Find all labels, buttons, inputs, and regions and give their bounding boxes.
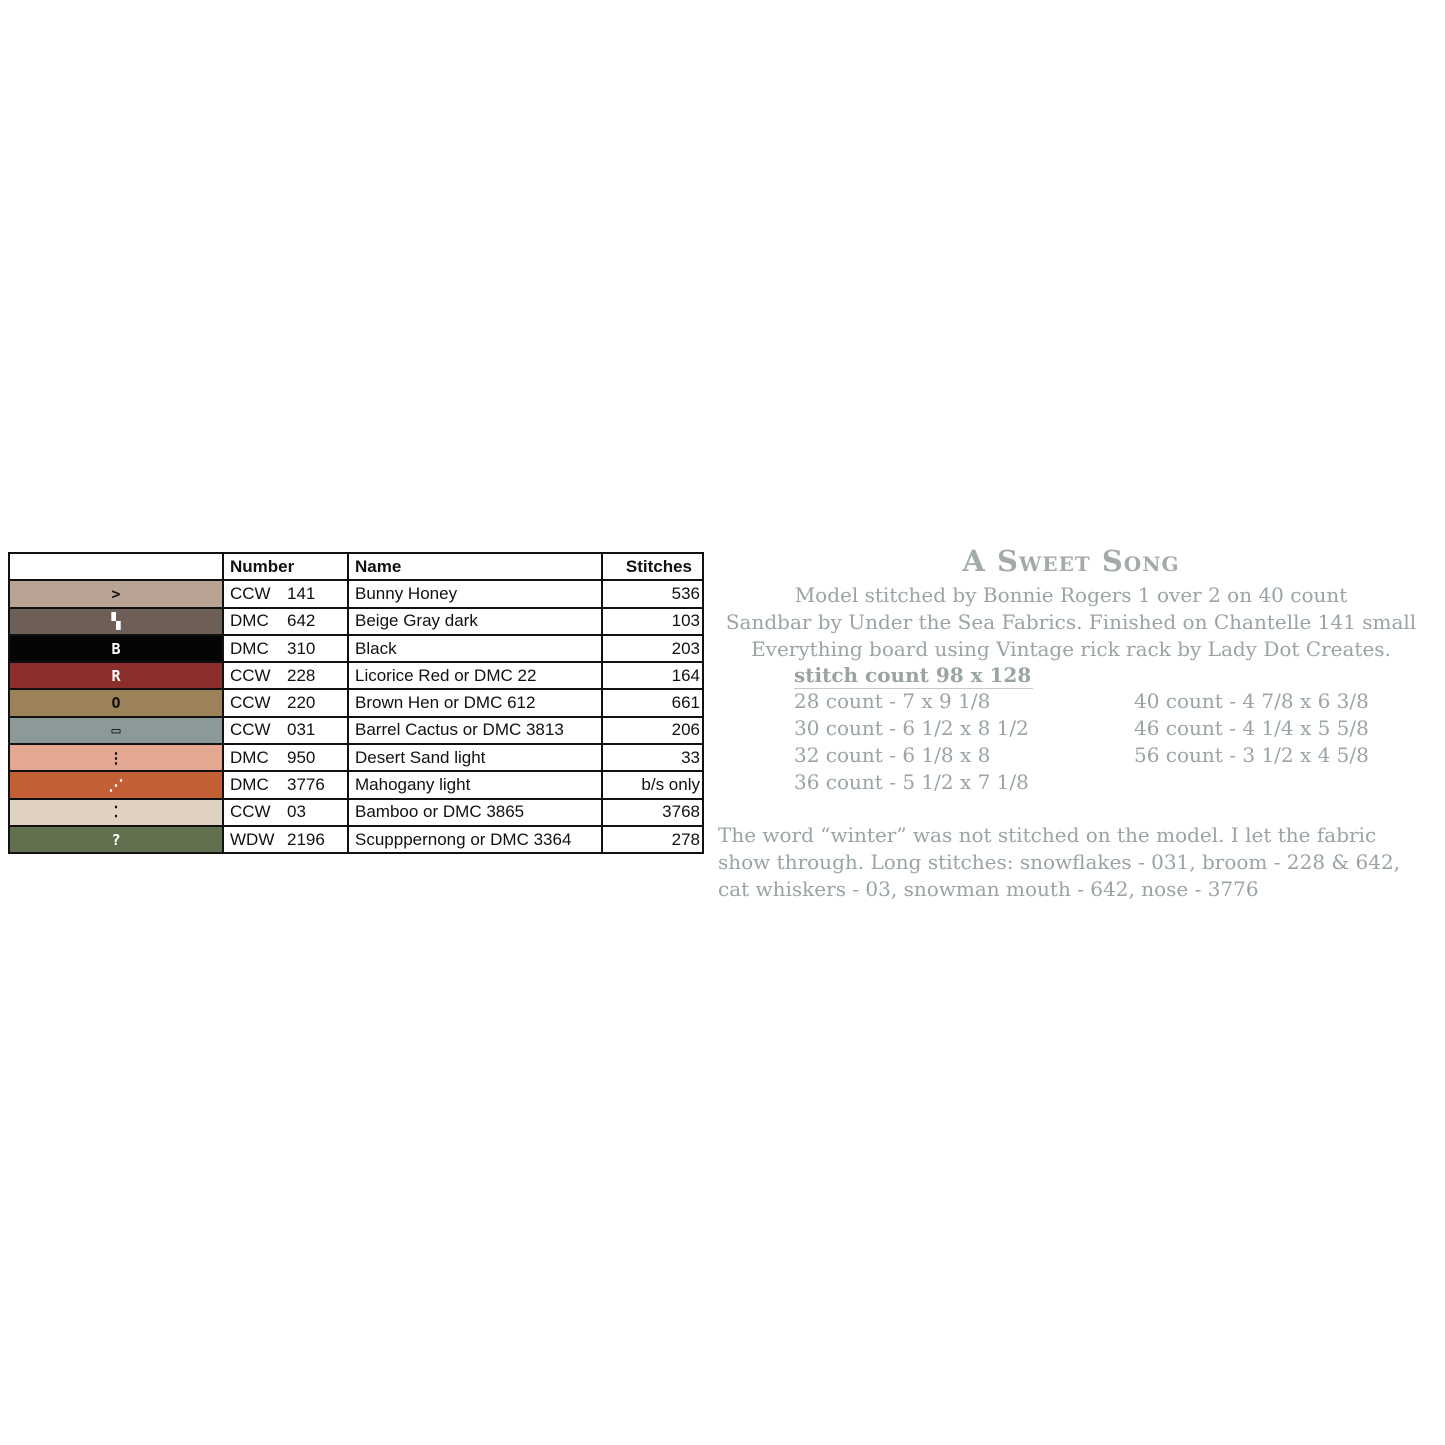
thread-key-table (8, 552, 704, 854)
chart-symbol: B (111, 639, 121, 658)
thread-code: 031 (287, 720, 316, 740)
thread-name: Brown Hen or DMC 612 (348, 689, 602, 716)
table-row (9, 608, 703, 635)
stitch-total: b/s only (602, 771, 703, 798)
table-row (9, 826, 703, 853)
thread-name: Bamboo or DMC 3865 (348, 799, 602, 826)
header-stitches: Stitches (602, 553, 703, 580)
pattern-title: A Sweet Song (962, 544, 1180, 578)
thread-brand: DMC (230, 611, 269, 631)
model-line-1: Model stitched by Bonnie Rogers 1 over 2 on 40 count (794, 583, 1348, 607)
color-swatch (9, 662, 223, 689)
table-row (9, 799, 703, 826)
thread-brand: DMC (230, 775, 269, 795)
chart-symbol: R (111, 666, 121, 685)
thread-brand: CCW (230, 693, 271, 713)
fabric-sizes-right (1134, 688, 1369, 769)
table-row (9, 580, 703, 607)
table-row (9, 662, 703, 689)
thread-code: 3776 (287, 775, 325, 795)
model-line-2: Sandbar by Under the Sea Fabrics. Finished on Chantelle 141 small (725, 610, 1417, 634)
table-body (9, 580, 703, 853)
table-row (9, 744, 703, 771)
table-row (9, 717, 703, 744)
thread-brand: CCW (230, 665, 271, 685)
stitch-total: 33 (602, 744, 703, 771)
chart-symbol: O (111, 694, 121, 713)
thread-name: Mahogany light (348, 771, 602, 798)
thread-name: Scupppernong or DMC 3364 (348, 826, 602, 853)
fabric-sizes-left (794, 688, 1029, 796)
thread-name: Black (348, 635, 602, 662)
fabric-size-item: 56 count - 3 1/2 x 4 5/8 (1134, 743, 1369, 767)
color-swatch (9, 580, 223, 607)
stitch-total: 103 (602, 608, 703, 635)
chart-symbol: ⋮ (108, 748, 124, 767)
color-swatch (9, 771, 223, 798)
thread-brand: CCW (230, 583, 271, 603)
pattern-notes (706, 540, 1436, 901)
stitch-total: 661 (602, 689, 703, 716)
stitch-total: 3768 (602, 799, 703, 826)
thread-number (223, 580, 348, 607)
fabric-size-item: 32 count - 6 1/8 x 8 (794, 743, 991, 767)
thread-name: Barrel Cactus or DMC 3813 (348, 717, 602, 744)
model-line-3: Everything board using Vintage rick rack by Lady Dot Creates. (751, 637, 1391, 661)
chart-symbol: ? (111, 830, 121, 849)
stitch-total: 536 (602, 580, 703, 607)
stitch-total: 203 (602, 635, 703, 662)
stitch-count-label: stitch count 98 x 128 (794, 663, 1032, 687)
fabric-size-item: 28 count - 7 x 9 1/8 (794, 689, 991, 713)
thread-number (223, 826, 348, 853)
color-swatch (9, 799, 223, 826)
color-swatch (9, 826, 223, 853)
thread-number (223, 771, 348, 798)
color-swatch (9, 635, 223, 662)
fabric-size-item: 36 count - 5 1/2 x 7 1/8 (794, 770, 1029, 794)
thread-brand: DMC (230, 747, 269, 767)
table-row (9, 689, 703, 716)
thread-brand: CCW (230, 720, 271, 740)
color-swatch (9, 717, 223, 744)
thread-brand: WDW (230, 829, 275, 849)
table-row (9, 635, 703, 662)
thread-number (223, 662, 348, 689)
color-swatch (9, 608, 223, 635)
thread-name: Bunny Honey (348, 580, 602, 607)
stitch-total: 164 (602, 662, 703, 689)
thread-number (223, 717, 348, 744)
fabric-size-item: 30 count - 6 1/2 x 8 1/2 (794, 716, 1029, 740)
thread-code: 310 (287, 638, 316, 658)
thread-number (223, 744, 348, 771)
thread-brand: DMC (230, 638, 269, 658)
thread-name: Beige Gray dark (348, 608, 602, 635)
thread-name: Licorice Red or DMC 22 (348, 662, 602, 689)
thread-code: 228 (287, 665, 316, 685)
long-stitches-note: The word “winter” was not stitched on the model. I let the fabric show through. Long stitches: snowflakes - 031, broom - 228 & 642, cat whiskers - 03, snowman mouth - 642, nose - 3776 (718, 823, 1401, 901)
thread-brand: CCW (230, 802, 271, 822)
thread-name: Desert Sand light (348, 744, 602, 771)
thread-code: 642 (287, 611, 316, 631)
stitch-total: 206 (602, 717, 703, 744)
thread-code: 950 (287, 747, 316, 767)
thread-code: 2196 (287, 829, 325, 849)
table-header-row (9, 553, 703, 580)
thread-number (223, 608, 348, 635)
thread-number (223, 635, 348, 662)
thread-number (223, 799, 348, 826)
thread-number (223, 689, 348, 716)
table-row (9, 771, 703, 798)
chart-symbol: ▭ (111, 721, 121, 740)
chart-symbol: ▚ (111, 612, 121, 631)
thread-code: 03 (287, 802, 306, 822)
fabric-size-item: 46 count - 4 1/4 x 5 5/8 (1134, 716, 1369, 740)
thread-code: 220 (287, 693, 316, 713)
chart-symbol: ⁚ (113, 803, 119, 822)
fabric-size-item: 40 count - 4 7/8 x 6 3/8 (1134, 689, 1369, 713)
color-swatch (9, 744, 223, 771)
chart-symbol: > (111, 584, 121, 603)
thread-code: 141 (287, 583, 316, 603)
header-swatch (9, 553, 223, 580)
header-number: Number (223, 553, 348, 580)
header-name: Name (348, 553, 602, 580)
chart-symbol: ⋰ (108, 776, 124, 795)
color-swatch (9, 689, 223, 716)
stitch-total: 278 (602, 826, 703, 853)
